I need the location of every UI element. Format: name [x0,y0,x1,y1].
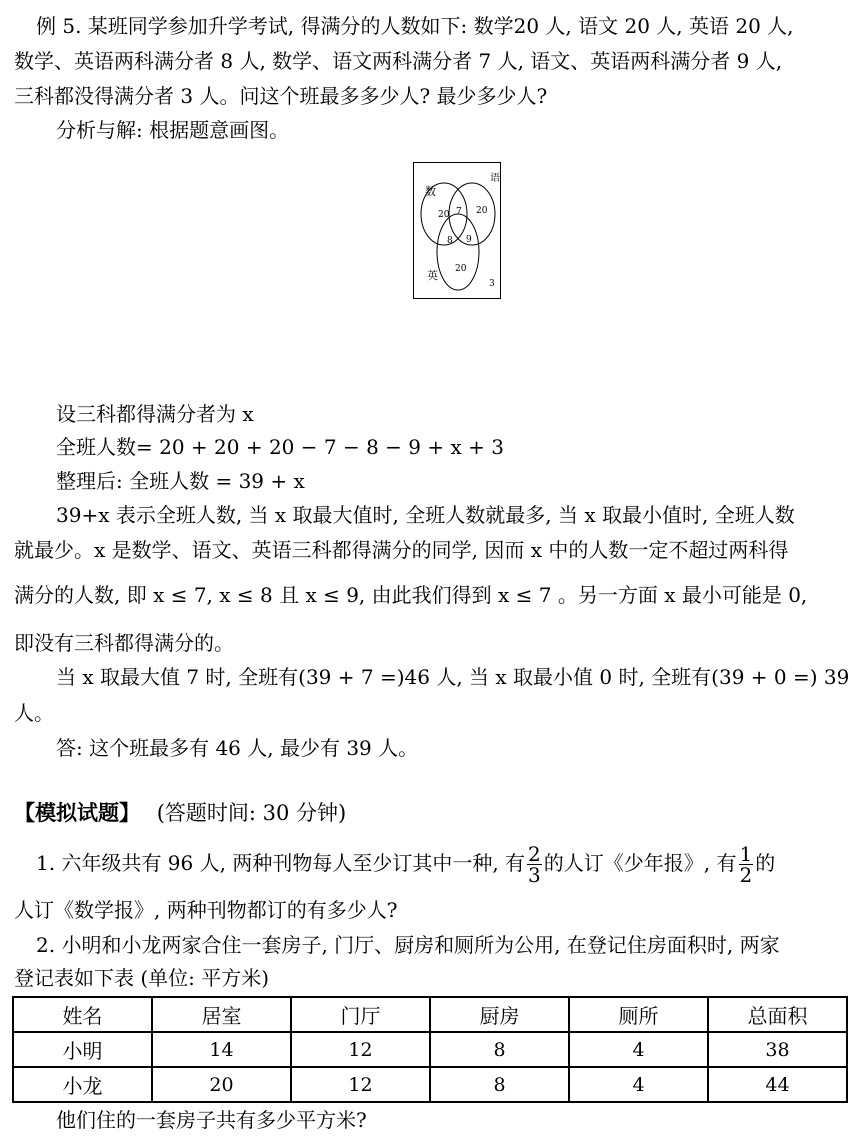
venn-circle-english [437,214,479,290]
answer-line: 答: 这个班最多有 46 人, 最少有 39 人。 [56,736,419,760]
practice-heading: 【模拟试题】 [14,800,140,825]
solution-line-2: 全班人数= 20 + 20 + 20 − 7 − 8 − 9 + x + 3 [56,435,504,459]
example-line-1: 例 5. 某班同学参加升学考试, 得满分的人数如下: 数学20 人, 语文 20 人, 英语 20 人, [36,14,794,38]
venn-label-math: 数 [425,185,436,198]
question-2-line-2: 登记表如下表 (单位: 平方米) [14,966,270,990]
solution-line-4: 39+x 表示全班人数, 当 x 取最大值时, 全班人数就最多, 当 x 取最小值时, 全班人数 [56,503,795,527]
table-row [13,1032,847,1067]
venn-value-chinese: 20 [476,206,488,216]
venn-diagram [413,162,501,299]
question-1-text-a: 1. 六年级共有 96 人, 两种刊物每人至少订其中一种, 有 [36,851,526,875]
example-line-2: 数学、英语两科满分者 8 人, 数学、语文两科满分者 7 人, 语文、英语两科满分者 9 人, [14,49,783,73]
fraction-denominator: 3 [528,863,541,887]
venn-value-math-english: 8 [447,236,453,246]
question-1-line [36,840,775,886]
solution-line-1: 设三科都得满分者为 x [56,402,254,426]
question-1-line-2: 人订《数学报》, 两种刊物都订的有多少人? [14,898,398,922]
solution-line-3: 整理后: 全班人数 = 39 + x [56,469,305,493]
table-cell: 14 [152,1032,291,1067]
solution-line-9: 人。 [14,701,54,725]
table-cell: 12 [291,1067,430,1102]
venn-value-chinese-english: 9 [466,235,472,245]
question-2-line-3: 他们住的一套房子共有多少平方米? [56,1108,367,1132]
venn-label-english: 英 [427,269,438,282]
table-header-row [13,997,847,1032]
question-1-text-c: 的 [755,851,776,875]
solution-line-5: 就最少。x 是数学、语文、英语三科都得满分的同学, 因而 x 中的人数一定不超过两科得 [14,538,789,562]
table-header-cell: 门厅 [291,997,430,1032]
table-header-cell: 厨房 [430,997,569,1032]
question-2-line-1: 2. 小明和小龙两家合住一套房子, 门厅、厨房和厕所为公用, 在登记住房面积时, 两家 [36,933,780,957]
table-cell: 8 [430,1032,569,1067]
fraction-two-thirds [527,844,542,885]
table-cell: 12 [291,1032,430,1067]
solution-line-8: 当 x 取最大值 7 时, 全班有(39 + 7 =)46 人, 当 x 取最小值 0 时, 全班有(39 + 0 =) 39 [56,665,850,689]
venn-value-math-chinese: 7 [456,207,462,217]
venn-value-outside: 3 [489,279,495,289]
question-1-text-b: 的人订《少年报》, 有 [543,851,737,875]
table-header-cell: 居室 [152,997,291,1032]
table-cell: 4 [569,1067,708,1102]
table-header-cell: 总面积 [708,997,847,1032]
table-cell: 44 [708,1067,847,1102]
table-cell: 小明 [13,1032,152,1067]
table-cell: 8 [430,1067,569,1102]
venn-label-chinese: 语 [490,173,500,184]
area-table [12,996,848,1103]
table-header-cell: 姓名 [13,997,152,1032]
practice-time: (答题时间: 30 分钟) [156,801,347,825]
fraction-numerator: 1 [739,842,753,866]
solution-line-6: 满分的人数, 即 x ≤ 7, x ≤ 8 且 x ≤ 9, 由此我们得到 x ≤ 7 。另一方面 x 最小可能是 0, [14,583,808,607]
table-cell: 小龙 [13,1067,152,1102]
example-line-4: 分析与解: 根据题意画图。 [56,118,290,142]
table-cell: 20 [152,1067,291,1102]
table-cell: 4 [569,1032,708,1067]
table-row [13,1067,847,1102]
fraction-one-half [739,844,754,885]
venn-value-math: 20 [438,210,450,220]
table-cell: 38 [708,1032,847,1067]
practice-heading-line [14,800,346,826]
solution-line-7: 即没有三科都得满分的。 [14,631,234,655]
venn-value-english: 20 [455,264,467,274]
table-header-cell: 厕所 [569,997,708,1032]
fraction-numerator: 2 [528,842,541,866]
fraction-denominator: 2 [739,863,753,887]
example-line-3: 三科都没得满分者 3 人。问这个班最多多少人? 最少多少人? [14,84,548,108]
